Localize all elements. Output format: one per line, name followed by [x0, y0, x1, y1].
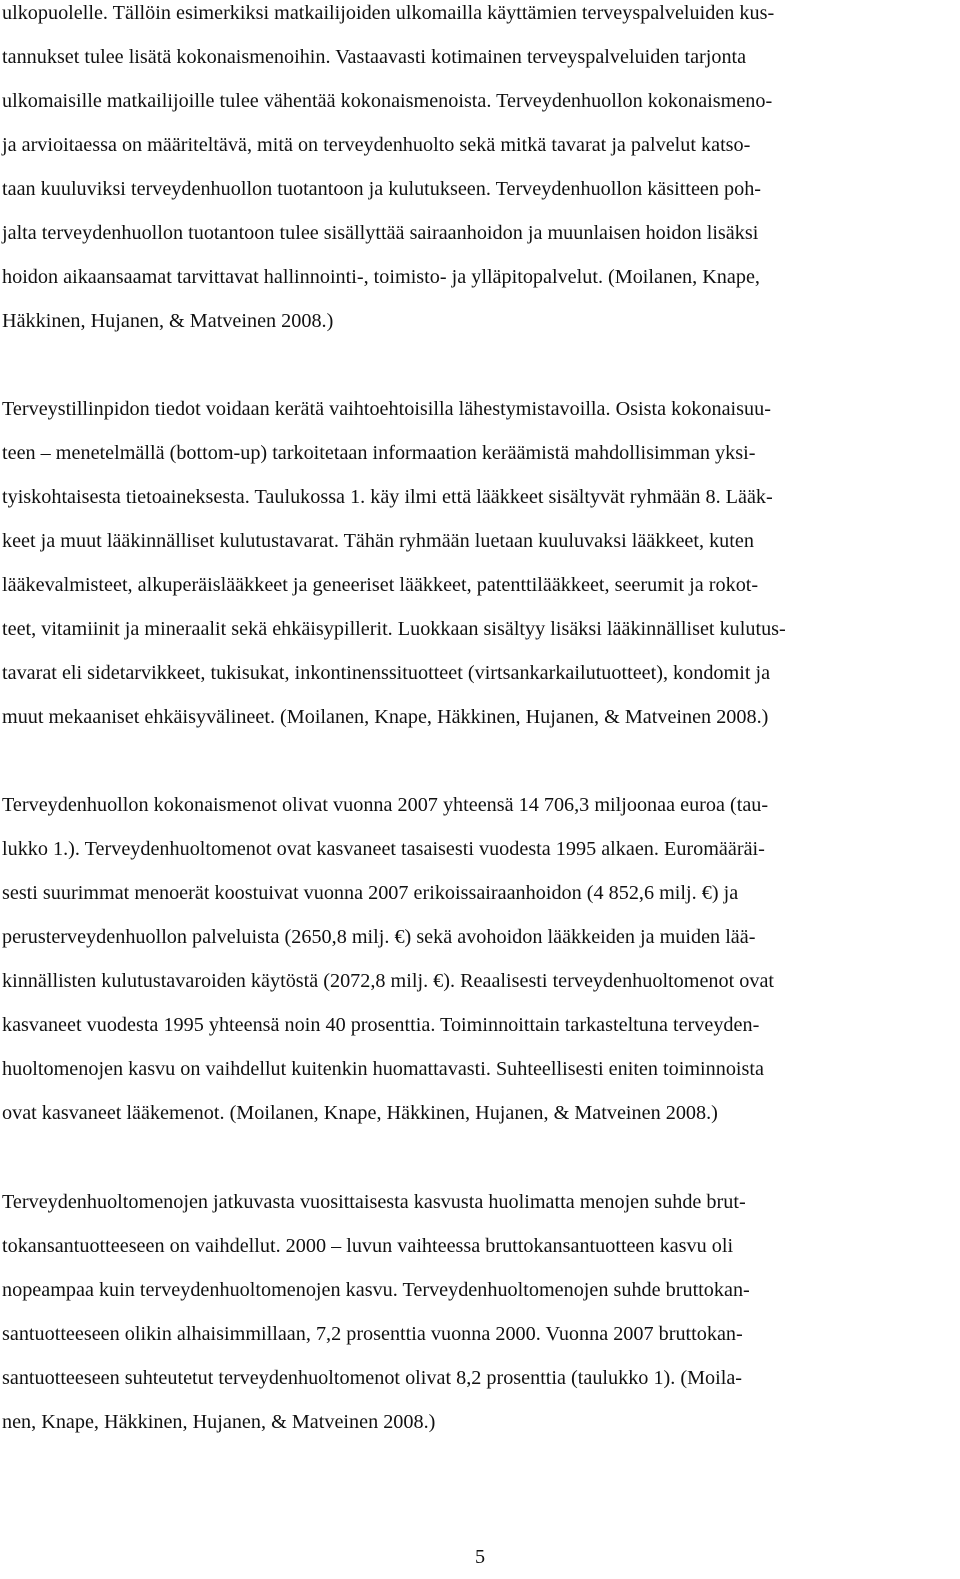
text-line: Terveystillinpidon tiedot voidaan kerätä vaihtoehtoisilla lähestymistavoilla. Osista kokonaisuu-	[2, 398, 771, 420]
text-line: nopeampaa kuin terveydenhuoltomenojen kasvu. Terveydenhuoltomenojen suhde bruttokan-	[2, 1279, 750, 1301]
text-line: lääkevalmisteet, alkuperäislääkkeet ja geneeriset lääkkeet, patenttilääkkeet, seerumit ja rokot-	[2, 574, 759, 596]
text-line: kinnällisten kulutustavaroiden käytöstä (2072,8 milj. €). Reaalisesti terveydenhuoltomenot ovat	[2, 970, 775, 992]
text-line: huoltomenojen kasvu on vaihdellut kuitenkin huomattavasti. Suhteellisesti eniten toiminnoista	[2, 1058, 764, 1080]
page-number: 5	[474, 1546, 486, 1568]
text-line: ulkomaisille matkailijoille tulee vähentää kokonaismenoista. Terveydenhuollon kokonaismeno-	[2, 90, 773, 112]
text-line: ulkopuolelle. Tällöin esimerkiksi matkailijoiden ulkomailla käyttämien terveyspalveluiden kus-	[2, 2, 775, 24]
text-line: teen – menetelmällä (bottom-up) tarkoitetaan informaation keräämistä mahdollisimman yksi-	[2, 442, 756, 464]
text-line: kasvaneet vuodesta 1995 yhteensä noin 40 prosenttia. Toiminnoittain tarkasteltuna terveyden-	[2, 1014, 760, 1036]
text-line: santuotteeseen olikin alhaisimmillaan, 7,2 prosenttia vuonna 2000. Vuonna 2007 bruttokan-	[2, 1323, 743, 1345]
text-line: jalta terveydenhuollon tuotantoon tulee sisällyttää sairaanhoidon ja muunlaisen hoidon lisäksi	[2, 222, 759, 244]
text-line: santuotteeseen suhteutetut terveydenhuoltomenot olivat 8,2 prosenttia (taulukko 1). (Moila-	[2, 1367, 743, 1389]
text-line: tyiskohtaisesta tietoaineksesta. Taulukossa 1. käy ilmi että lääkkeet sisältyvät ryhmään 8. Lääk-	[2, 486, 773, 508]
text-line: tannukset tulee lisätä kokonaismenoihin. Vastaavasti kotimainen terveyspalveluiden tarjonta	[2, 46, 747, 68]
text-line: muut mekaaniset ehkäisyvälineet. (Moilanen, Knape, Häkkinen, Hujanen, & Matveinen 2008.)	[2, 706, 769, 728]
text-line: sesti suurimmat menoerät koostuivat vuonna 2007 erikoissairaanhoidon (4 852,6 milj. €) ja	[2, 882, 739, 904]
text-line: keet ja muut lääkinnälliset kulutustavarat. Tähän ryhmään luetaan kuuluvaksi lääkkeet, kuten	[2, 530, 754, 552]
text-line: lukko 1.). Terveydenhuoltomenot ovat kasvaneet tasaisesti vuodesta 1995 alkaen. Euromääräi-	[2, 838, 765, 860]
text-line: ovat kasvaneet lääkemenot. (Moilanen, Knape, Häkkinen, Hujanen, & Matveinen 2008.)	[2, 1102, 718, 1124]
text-line: Terveydenhuoltomenojen jatkuvasta vuosittaisesta kasvusta huolimatta menojen suhde brut-	[2, 1191, 746, 1213]
text-line: ja arvioitaessa on määriteltävä, mitä on terveydenhuolto sekä mitkä tavarat ja palvelut katso-	[2, 134, 751, 156]
text-line: tavarat eli sidetarvikkeet, tukisukat, inkontinenssituotteet (virtsankarkailutuotteet), kondomit ja	[2, 662, 771, 684]
text-line: taan kuuluviksi terveydenhuollon tuotantoon ja kulutukseen. Terveydenhuollon käsitteen poh-	[2, 178, 762, 200]
text-line: Terveydenhuollon kokonaismenot olivat vuonna 2007 yhteensä 14 706,3 miljoonaa euroa (tau-	[2, 794, 769, 816]
text-line: teet, vitamiinit ja mineraalit sekä ehkäisypillerit. Luokkaan sisältyy lisäksi lääkinnälliset kulutus-	[2, 618, 786, 640]
text-line: perusterveydenhuollon palveluista (2650,8 milj. €) sekä avohoidon lääkkeiden ja muiden lää-	[2, 926, 756, 948]
text-line: Häkkinen, Hujanen, & Matveinen 2008.)	[2, 310, 334, 332]
text-line: tokansantuotteeseen on vaihdellut. 2000 – luvun vaihteessa bruttokansantuotteen kasvu oli	[2, 1235, 734, 1257]
text-line: hoidon aikaansaamat tarvittavat hallinnointi-, toimisto- ja ylläpitopalvelut. (Moilanen, Knape,	[2, 266, 760, 288]
text-line: nen, Knape, Häkkinen, Hujanen, & Matveinen 2008.)	[2, 1411, 436, 1433]
